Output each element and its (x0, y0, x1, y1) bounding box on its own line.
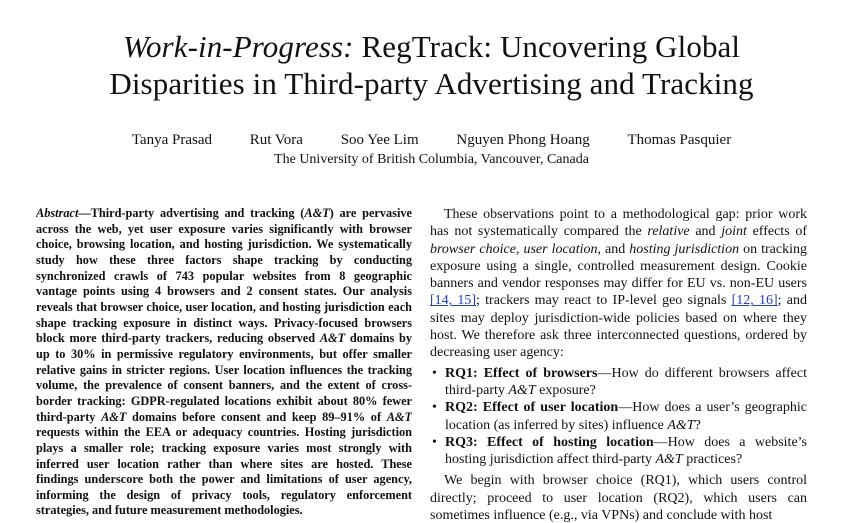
body-paragraph: We begin with browser choice (RQ1), which users control directly; proceed to user location (RQ2), which users can sometimes influence (e.g., via VPNs) and conclude with host (430, 473, 807, 523)
paper-title (0, 28, 863, 102)
research-questions (430, 365, 807, 469)
title-prefix: Work-in-Progress: (122, 29, 354, 64)
abstract-text: requests within the EEA or adequacy countries. Hosting jurisdiction plays a smaller role; tracking exposure varies most strongly with inferred user location rather than where sites are hosted. These findings underscore both the power and limitations of user agency, informing the design of privacy tools, regulatory enforcement strategies, and future measurement methodologies. (36, 425, 412, 518)
list-item: • RQ2: Effect of user location—How does a user’s geographic location (as inferred by sites) influence A&T? (432, 400, 807, 433)
abbr-at: A&T (304, 206, 330, 220)
author-list (0, 131, 863, 149)
abbr-at: A&T (319, 331, 346, 346)
rq-label: RQ1: Effect of browsers (445, 365, 598, 381)
abbr-at: A&T (386, 409, 412, 424)
citation-link[interactable]: [12, 16] (731, 293, 778, 309)
bullet: • (432, 365, 437, 381)
abstract-text: domains by up to 30% in permissive regulatory environments, but offer smaller relative gains in stricter regions. User location influences the tracking volume, the prevalence of consent banners, and the extent of cross-border tracking: GDPR-regulated locations exhibit about 80% fewer third-party (36, 331, 412, 424)
title-line2: Disparities in Third-party Advertising and Tracking (109, 66, 754, 101)
list-item: • RQ1: Effect of browsers—How do different browsers affect third-party A&T exposure? (432, 365, 807, 398)
body-column (430, 206, 807, 523)
bullet: • (432, 434, 437, 450)
rq-label: RQ2: Effect of user location (445, 400, 619, 416)
list-item: • RQ3: Effect of hosting location—How does a website’s hosting jurisdiction affect third-party A&T practices? (432, 434, 807, 468)
author-name: Soo Yee Lim (340, 132, 419, 148)
rq-label: RQ3: Effect of hosting location (445, 434, 654, 450)
abstract-text: —Third-party advertising and tracking ( (78, 206, 305, 220)
author-name: Thomas Pasquier (627, 132, 732, 148)
abstract-text: ) are pervasive across the web, yet user exposure varies significantly with browser choice, browsing location, and hosting jurisdiction. We systematically study how these three factors shape tracking by conducting synchronized crawls of 743 popular websites from 8 geographic vantage points using 4 browsers and 2 consent states. Our analysis reveals that browser choice, user location, and hosting jurisdiction each shape tracking exposure in distinct ways. Privacy-focused browsers block more third-party trackers, reducing observed (36, 206, 412, 346)
intro-paragraph: These observations point to a methodological gap: prior work has not systematically compared the relative and joint effects of browser choice, user location, and hosting jurisdiction on tracking exposure using a single, controlled measurement design. Cookie banners and vendor responses may differ for EU vs. non-EU users [14, 15]; trackers may react to IP-level geo signals [12, 16]; and sites may deploy jurisdiction-wide policies based on where they host. We therefore ask three interconnected questions, ordered by decreasing user agency: (430, 207, 807, 361)
author-name: Tanya Prasad (131, 132, 212, 148)
abstract-label: Abstract (36, 206, 79, 220)
affiliation: The University of British Columbia, Vancouver, Canada (274, 152, 589, 167)
abstract-text: domains before consent and keep 89–91% of (126, 409, 387, 424)
abbr-at: A&T (101, 409, 127, 424)
abstract (36, 206, 412, 523)
author-name: Rut Vora (249, 132, 303, 148)
author-name: Nguyen Phong Hoang (456, 132, 590, 148)
title-line1: RegTrack: Uncovering Global (353, 29, 741, 64)
citation-link[interactable]: [14, 15] (430, 293, 477, 309)
bullet: • (432, 400, 437, 416)
